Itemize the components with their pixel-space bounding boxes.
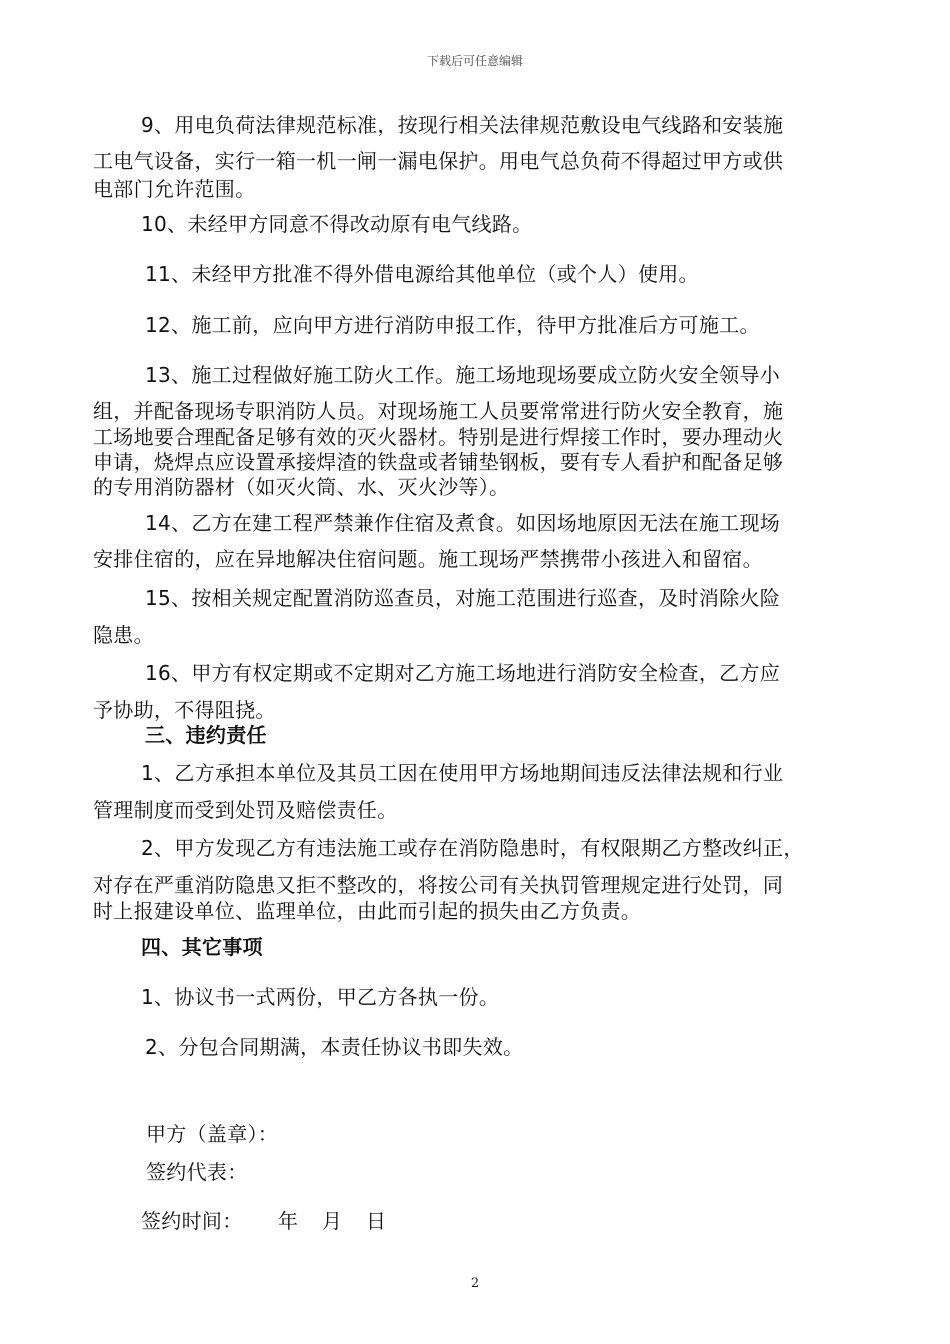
section-3-item-1-line-1: 1、乙方承担本单位及其员工因在使用甲方场地期间违反法律法规和行业 xyxy=(141,761,784,785)
item-15-line-1: 15、按相关规定配置消防巡查员，对施工范围进行巡查，及时消除火险 xyxy=(145,586,781,610)
section-4-item-1: 1、协议书一式两份，甲乙方各执一份。 xyxy=(141,985,500,1009)
item-16-line-1: 16、甲方有权定期或不定期对乙方施工场地进行消防安全检查，乙方应 xyxy=(145,661,781,685)
item-14-line-2: 安排住宿的，应在异地解决住宿问题。施工现场严禁携带小孩进入和留宿。 xyxy=(93,547,763,571)
item-13-line-3: 工场地要合理配备足够有效的灭火器材。特别是进行焊接工作时，要办理动火 xyxy=(93,425,784,449)
page-header: 下载后可任意编辑 xyxy=(426,54,523,68)
page-number: 2 xyxy=(470,1276,480,1291)
section-3-heading: 三、违约责任 xyxy=(145,723,267,747)
section-3-item-2-line-2: 对存在严重消防隐患又拒不整改的，将按公司有关执罚管理规定进行处罚，同 xyxy=(93,873,784,897)
item-9-line-2: 工电气设备，实行一箱一机一闸一漏电保护。用电气总负荷不得超过甲方或供 xyxy=(93,149,784,173)
section-3-item-2-line-3: 时上报建设单位、监理单位，由此而引起的损失由乙方负责。 xyxy=(93,899,642,923)
item-13-line-1: 13、施工过程做好施工防火工作。施工场地现场要成立防火安全领导小 xyxy=(145,363,781,387)
section-3-item-2-line-1: 2、甲方发现乙方有违法施工或存在消防隐患时，有权限期乙方整改纠正， xyxy=(141,836,804,860)
item-11: 11、未经甲方批准不得外借电源给其他单位（或个人）使用。 xyxy=(145,262,699,286)
item-12: 12、施工前，应向甲方进行消防申报工作，待甲方批准后方可施工。 xyxy=(145,313,760,337)
item-9-line-1: 9、用电负荷法律规范标准，按现行相关法律规范敷设电气线路和安装施 xyxy=(141,113,784,137)
section-3-item-1-line-2: 管理制度而受到处罚及赔偿责任。 xyxy=(93,798,398,822)
item-9-line-3: 电部门允许范围。 xyxy=(93,177,256,201)
representative-label: 签约代表： xyxy=(146,1160,248,1184)
item-10: 10、未经甲方同意不得改动原有电气线路。 xyxy=(141,212,533,236)
signing-date-value: 年 月 日 xyxy=(278,1209,388,1233)
signing-date-label: 签约时间： xyxy=(141,1209,243,1233)
item-15-line-2: 隐患。 xyxy=(93,623,154,647)
section-4-heading: 四、其它事项 xyxy=(141,935,263,959)
party-a-seal-label: 甲方（盖章）： xyxy=(146,1122,279,1146)
item-13-line-4: 申请，烧焊点应设置承接焊渣的铁盘或者铺垫钢板，要有专人看护和配备足够 xyxy=(93,450,784,474)
item-13-line-2: 组，并配备现场专职消防人员。对现场施工人员要常常进行防火安全教育，施 xyxy=(93,399,784,423)
item-16-line-2: 予协助，不得阻挠。 xyxy=(93,698,276,722)
item-14-line-1: 14、乙方在建工程严禁兼作住宿及煮食。如因场地原因无法在施工现场 xyxy=(145,511,781,535)
item-13-line-5: 的专用消防器材（如灭火筒、水、灭火沙等）。 xyxy=(93,475,510,499)
section-4-item-2: 2、分包合同期满，本责任协议书即失效。 xyxy=(145,1035,524,1059)
